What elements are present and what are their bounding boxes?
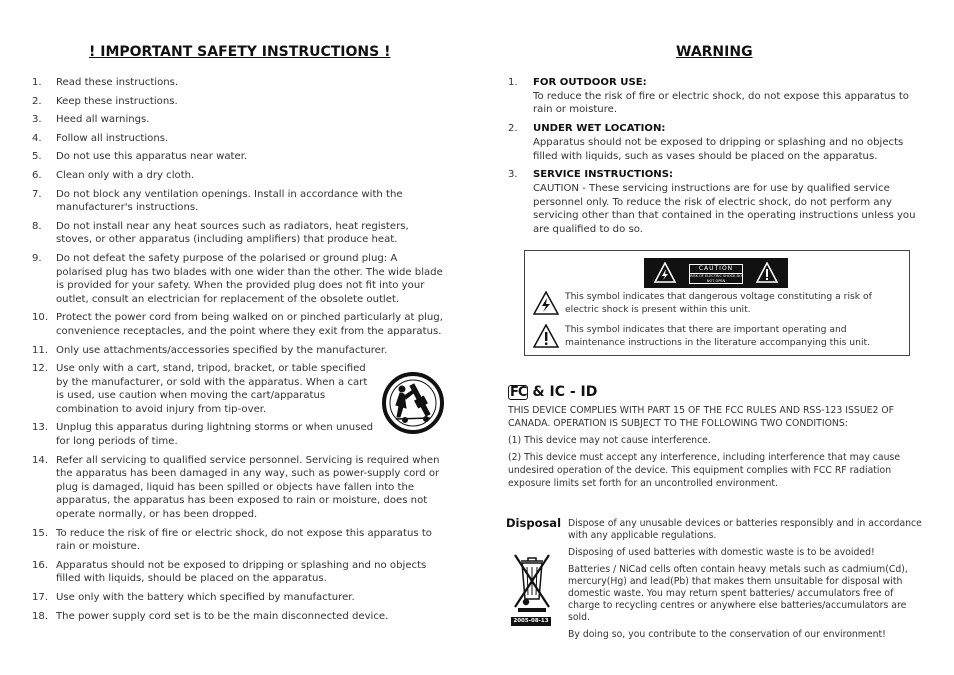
list-item: 1. Read these instructions. [32, 77, 179, 88]
list-item: 9. Do not defeat the safety purpose of the polarised or ground plug: A polarised plug has two blades with one wider than the other. The wide blade is provided for your safety. When the provided plug does not fit into your outlet, consult an electrician for replacement of the obsolete outlet. [32, 252, 443, 305]
lightning-warning-icon [654, 262, 676, 284]
list-item: 11. Only use attachments/accessories specified by the manufacturer. [32, 344, 388, 356]
list-item: 5. Do not use this apparatus near water. [32, 151, 248, 163]
lightning-triangle-icon [533, 291, 559, 315]
voltage-symbol-text: This symbol indicates that dangerous voltage constituting a risk of electric shock is present within this unit. [565, 291, 872, 315]
list-item: 17. Use only with the battery which specified by manufacturer. [32, 592, 355, 603]
fcc-logo-icon: FC [510, 385, 527, 400]
cart-tipover-warning-icon [382, 372, 444, 434]
list-item: 12. Use only with a cart, stand, tripod, bracket, or table specified by the manufacturer, or sold with the apparatus. When a cart is used, use caution when moving the cart/apparatus combination to avoid injury from tip-over. [32, 363, 368, 415]
list-item: 14. Refer all servicing to qualified service personnel. Servicing is required when the apparatus has been damaged in any way, such as power-supply cord or plug is damaged, liquid has been spilled or objects have fallen into the apparatus, the apparatus has been exposed to rain or moisture, does not operate normally, or has been dropped. [32, 454, 440, 521]
caution-label [644, 258, 788, 288]
list-item: 16. Apparatus should not be exposed to dripping or splashing and no objects filled with liquids, should be placed on the apparatus. [32, 559, 427, 585]
safety-list [32, 76, 446, 623]
bin-date-label: 2005-08-13 [511, 617, 551, 626]
caution-text-box [689, 264, 743, 284]
disposal-label: Disposal [506, 516, 562, 530]
warning-list [508, 76, 924, 242]
list-item: 1. FOR OUTDOOR USE: To reduce the risk of fire or electric shock, do not expose this apparatus to rain or moisture. [508, 77, 909, 116]
instructions-symbol-text: This symbol indicates that there are important operating and maintenance instructions in the literature accompanying this unit. [565, 324, 871, 348]
list-item: 2. Keep these instructions. [32, 95, 178, 107]
caution-heading: CAUTION [690, 265, 742, 274]
warning-title: WARNING [676, 44, 753, 60]
list-item: 13. Unplug this apparatus during lightning storms or when unused for long periods of time. [32, 422, 374, 448]
list-item: 4. Follow all instructions. [32, 132, 169, 144]
list-item: 3. Heed all warnings. [32, 114, 150, 126]
exclamation-warning-icon [756, 262, 778, 284]
list-item: 6. Clean only with a dry cloth. [32, 169, 195, 181]
safety-title: ! IMPORTANT SAFETY INSTRUCTIONS ! [89, 44, 391, 60]
list-item: 18. The power supply cord set is to be the main disconnected device. [32, 610, 389, 622]
symbol-explanation-box [524, 250, 910, 356]
fcc-section-title: FC & IC - ID [510, 384, 598, 400]
list-item: 8. Do not install near any heat sources such as radiators, heat registers, stoves, or other apparatus (including amplifiers) that produce heat. [32, 220, 409, 246]
disposal-text: Dispose of any unusable devices or batteries responsibly and in accordance with any applicable regulations. Disposing of used batteries with domestic waste is to be avoided! Batteries / NiCad cells often contain heavy metals such as cadmium(Cd), mercury(Hg) and lead(Pb) that makes them unsuitable for disposal with domestic waste. You may return spent batteries/ accumulators free of charge to recycling centres or anywhere else batteries/accumulators are sold. By doing so, you contribute to the conservation of our environment! [568, 518, 922, 640]
list-item: 2. UNDER WET LOCATION: Apparatus should not be exposed to dripping or splashing and no objects filled with liquids, such as vases should be placed on the apparatus. [508, 123, 904, 162]
list-item: 7. Do not block any ventilation openings. Install in accordance with the manufacturer's instructions. [32, 188, 403, 214]
list-item: 15. To reduce the risk of fire or electric shock, do not expose this apparatus to rain or moisture. [32, 527, 432, 553]
list-item: 10. Protect the power cord from being walked on or pinched particularly at plug, convenience receptacles, and the point where they exit from the apparatus. [32, 312, 443, 337]
list-item: 3. SERVICE INSTRUCTIONS: CAUTION - These servicing instructions are for use by qualified service personnel only. To reduce the risk of electric shock, do not perform any servicing other than that contained in the operating instructions unless you are qualified to do so. [508, 169, 916, 236]
crossed-out-bin-icon [512, 551, 552, 613]
caution-subtext: RISK OF ELECTRIC SHOCK DO NOT OPEN [690, 274, 742, 283]
exclamation-triangle-icon [533, 324, 559, 348]
fcc-statement: THIS DEVICE COMPLIES WITH PART 15 OF THE FCC RULES AND RSS-123 ISSUE2 OF CANADA. OPERATION IS SUBJECT TO THE FOLLOWING TWO CONDITIONS: (1) This device may not cause interference. (2) This device must accept any interference, including interference that may cause undesired operation of the device. This equipment complies with FCC RF radiation exposure limits set forth for an uncontrolled environment. [508, 405, 901, 489]
